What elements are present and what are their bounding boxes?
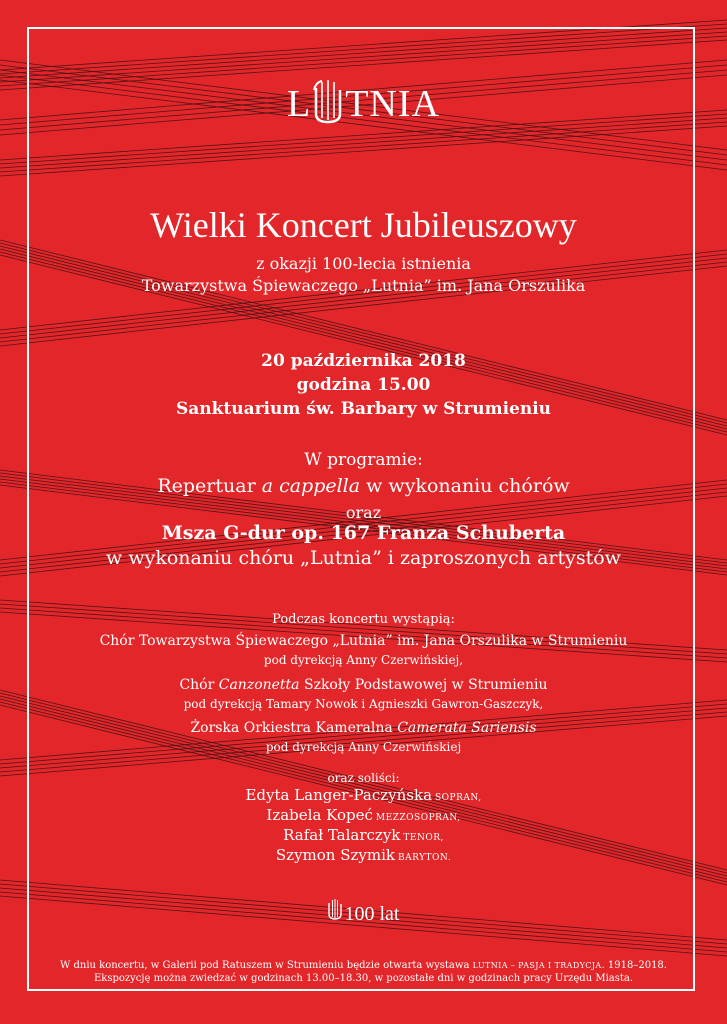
soloist-item: Izabela Kopeć MEZZOSOPRAN, [266, 806, 461, 824]
anniversary-text: 100 lat [344, 903, 400, 925]
soloist-item: Rafał Talarczyk TENOR, [283, 826, 444, 844]
program-performers: w wykonaniu chóru „Lutnia” i zaproszonych artystów [106, 547, 621, 569]
lyre-small-icon [328, 898, 342, 926]
anniversary-badge [40, 898, 687, 926]
soloist-item: Edyta Langer-Paczyńska SOPRAN, [245, 786, 482, 804]
performer-choir-lutnia: Chór Towarzystwa Śpiewaczego „Lutnia” im. Jana Orszulika w Strumieniu [99, 633, 628, 649]
lutnia-logo [40, 76, 687, 126]
footer-line-2: Ekspozycję można zwiedzać w godzinach 13.00–18.30, w pozostałe dni w godzinach pracy Urzędu Miasta. [93, 973, 634, 984]
performer-choir-canzonetta: Chór Canzonetta Szkoły Podstawowej w Strumieniu [179, 677, 548, 693]
performer-choir-lutnia-conductor: pod dyrekcją Anny Czerwińskiej, [263, 653, 464, 667]
performers-intro: Podczas koncertu wystąpią: [272, 612, 455, 627]
program-and: oraz [345, 503, 382, 522]
event-place: Sanktuarium św. Barbary w Strumieniu [175, 399, 552, 419]
subtitle-line-2: Towarzystwa Śpiewaczego „Lutnia” im. Jana Orszulika [141, 276, 586, 295]
performer-choir-canzonetta-conductors: pod dyrekcją Tamary Nowok i Agnieszki Gawron-Gaszczyk, [183, 697, 544, 711]
performer-orchestra-conductor: pod dyrekcją Anny Czerwińskiej [265, 740, 462, 754]
logo-letter-l: L [287, 83, 312, 125]
performer-orchestra: Żorska Orkiestra Kameralna Camerata Sariensis [190, 720, 537, 736]
event-date: 20 października 2018 [261, 351, 466, 371]
lyre-logo-icon [313, 76, 343, 126]
program-heading: W programie: [304, 450, 423, 470]
logo-letters-tnia: TNIA [345, 83, 440, 125]
program-repertoire: Repertuar a cappella w wykonaniu chórów [157, 475, 570, 497]
event-time: godzina 15.00 [296, 375, 431, 395]
soloist-item: Szymon Szymik BARYTON. [275, 846, 452, 864]
soloists-intro: oraz soliści: [327, 771, 400, 785]
poster-title: Wielki Koncert Jubileuszowy [150, 205, 577, 245]
footer-line-1: W dniu koncertu, w Galerii pod Ratuszem w Strumieniu będzie otwarta wystawa LUTNIA – PASJA I TRADYCJA. 1918–2018. [60, 960, 667, 971]
program-mass: Msza G-dur op. 167 Franza Schuberta [161, 522, 566, 544]
subtitle-line-1: z okazji 100-lecia istnienia [256, 254, 471, 273]
